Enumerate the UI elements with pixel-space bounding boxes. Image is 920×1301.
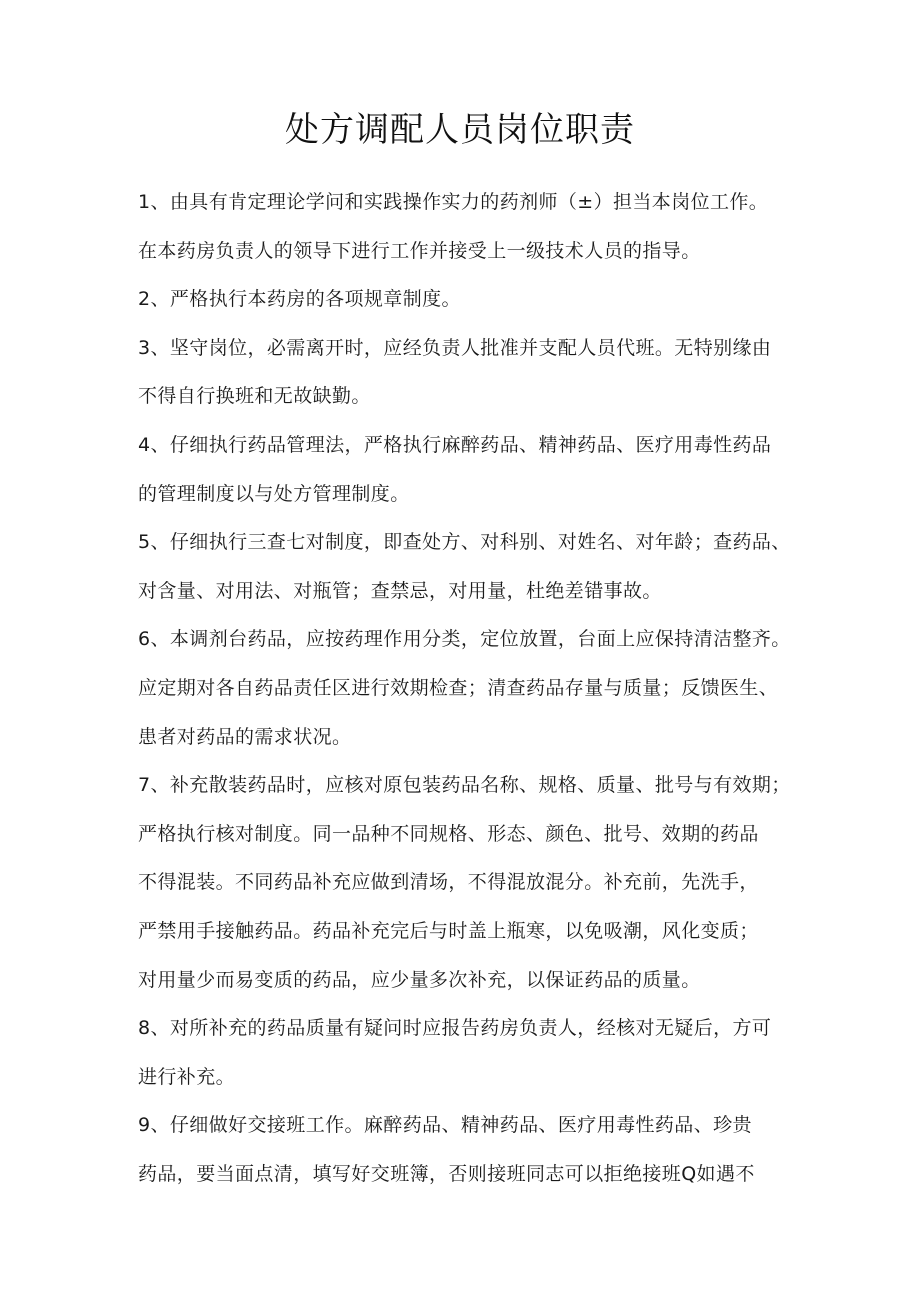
body-line: 7、补充散装药品时，应核对原包装药品名称、规格、质量、批号与有效期；	[138, 774, 791, 797]
body-line: 不得自行换班和无故缺勤。	[138, 385, 371, 408]
document-title: 处方调配人员岗位职责	[285, 110, 635, 150]
body-line: 患者对药品的需求状况。	[138, 725, 352, 748]
body-line: 8、对所补充的药品质量有疑问时应报告药房负责人，经核对无疑后，方可	[138, 1017, 772, 1040]
body-line: 严禁用手接触药品。药品补充完后与时盖上瓶寒，以免吸潮，风化变质；	[138, 919, 759, 942]
body-line: 4、仔细执行药品管理法，严格执行麻醉药品、精神药品、医疗用毒性药品	[138, 433, 772, 456]
body-line: 在本药房负责人的领导下进行工作并接受上一级技术人员的指导。	[138, 239, 701, 262]
body-line: 9、仔细做好交接班工作。麻醉药品、精神药品、医疗用毒性药品、珍贵	[138, 1114, 752, 1137]
body-line: 5、仔细执行三查七对制度，即查处方、对科别、对姓名、对年龄；查药品、	[138, 531, 791, 554]
body-line: 不得混装。不同药品补充应做到清场，不得混放混分。补充前，先洗手，	[138, 871, 759, 894]
body-line: 的管理制度以与处方管理制度。	[138, 482, 410, 505]
body-line: 3、坚守岗位，必需离开时，应经负责人批准并支配人员代班。无特别缘由	[138, 336, 772, 359]
body-line: 应定期对各自药品责任区进行效期检查；清查药品存量与质量；反馈医生、	[138, 676, 779, 699]
body-line: 对含量、对用法、对瓶管；查禁忌，对用量，杜绝差错事故。	[138, 579, 662, 602]
body-line: 严格执行核对制度。同一品种不同规格、形态、颜色、批号、效期的药品	[138, 822, 759, 845]
body-line: 2、严格执行本药房的各项规章制度。	[138, 288, 461, 311]
body-line: 进行补充。	[138, 1065, 236, 1088]
body-line: 6、本调剂台药品，应按药理作用分类，定位放置，台面上应保持清洁整齐。	[138, 628, 791, 651]
document-body	[138, 178, 798, 1198]
body-line: 1、由具有肯定理论学问和实践操作实力的药剂师（±）担当本岗位工作。	[138, 191, 769, 213]
body-line: 对用量少而易变质的药品，应少量多次补充，以保证药品的质量。	[138, 968, 701, 991]
body-line: 药品，要当面点清，填写好交班簿，否则接班同志可以拒绝接班Q如遇不	[138, 1162, 755, 1185]
